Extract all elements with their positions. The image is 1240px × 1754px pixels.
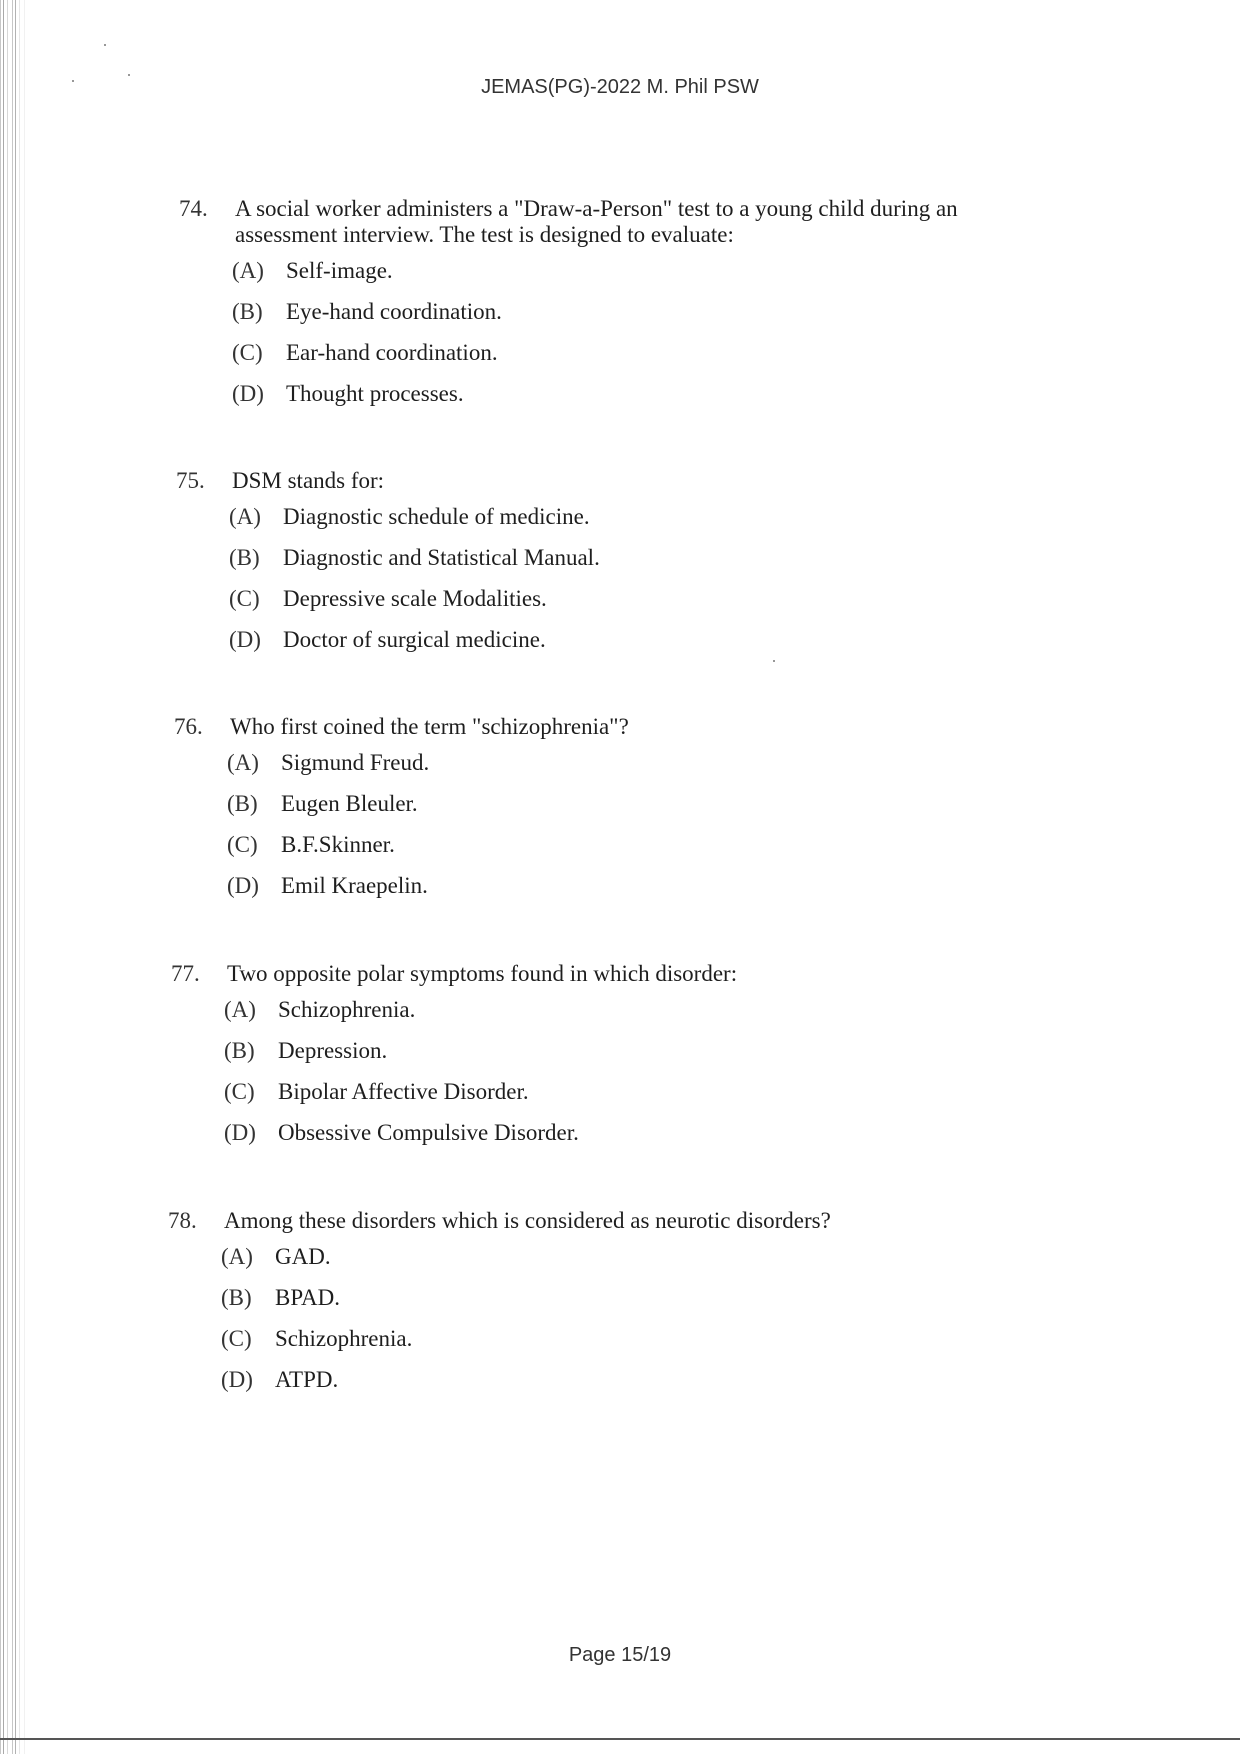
page-number: Page 15/19 — [568, 1644, 672, 1666]
question-text — [235, 196, 1079, 248]
option-label: (D) — [232, 381, 264, 406]
scan-edge-fade — [14, 0, 28, 1754]
page-bottom-rule — [0, 1738, 1240, 1740]
option-a — [227, 750, 1074, 791]
option-text: Self-image. — [286, 258, 393, 283]
option-label: (A) — [221, 1244, 253, 1269]
option-c — [229, 586, 1076, 627]
option-d — [232, 381, 1079, 422]
option-text: ATPD. — [275, 1367, 339, 1392]
options-list — [227, 750, 1074, 914]
question-75 — [176, 468, 1076, 668]
option-text: Bipolar Affective Disorder. — [278, 1079, 529, 1104]
option-label: (D) — [221, 1367, 253, 1392]
option-text: Eugen Bleuler. — [281, 791, 418, 816]
option-b — [232, 299, 1079, 340]
scan-speck — [104, 44, 106, 46]
option-d — [221, 1367, 1068, 1408]
option-text: Obsessive Compulsive Disorder. — [278, 1120, 579, 1145]
option-label: (A) — [232, 258, 264, 283]
option-label: (B) — [229, 545, 260, 570]
option-text: Ear-hand coordination. — [286, 340, 498, 365]
option-b — [221, 1285, 1068, 1326]
question-number: 75. — [176, 468, 205, 493]
option-a — [224, 997, 1071, 1038]
question-number: 74. — [179, 196, 208, 221]
question-text — [230, 714, 1074, 740]
question-78 — [168, 1208, 1068, 1408]
options-list — [221, 1244, 1068, 1408]
option-text: Schizophrenia. — [278, 997, 416, 1022]
question-text-line: Among these disorders which is considered as neurotic disorders? — [224, 1208, 831, 1233]
option-label: (C) — [229, 586, 260, 611]
option-d — [224, 1120, 1071, 1161]
question-text — [227, 961, 1071, 987]
option-label: (D) — [227, 873, 259, 898]
option-label: (B) — [224, 1038, 255, 1063]
option-text: Diagnostic schedule of medicine. — [283, 504, 590, 529]
option-label: (C) — [227, 832, 258, 857]
option-label: (B) — [232, 299, 263, 324]
option-c — [232, 340, 1079, 381]
option-text: Depression. — [278, 1038, 388, 1063]
option-c — [221, 1326, 1068, 1367]
question-number: 78. — [168, 1208, 197, 1233]
option-text: GAD. — [275, 1244, 331, 1269]
question-77 — [171, 961, 1071, 1161]
option-label: (D) — [224, 1120, 256, 1145]
option-text: Eye-hand coordination. — [286, 299, 502, 324]
question-text-line: assessment interview. The test is designed to evaluate: — [235, 222, 734, 247]
option-text: Sigmund Freud. — [281, 750, 430, 775]
option-label: (C) — [224, 1079, 255, 1104]
option-text: B.F.Skinner. — [281, 832, 395, 857]
option-c — [227, 832, 1074, 873]
option-text: BPAD. — [275, 1285, 340, 1310]
option-d — [227, 873, 1074, 914]
option-text: Schizophrenia. — [275, 1326, 413, 1351]
question-74 — [179, 196, 1079, 422]
option-b — [224, 1038, 1071, 1079]
option-b — [229, 545, 1076, 586]
option-label: (A) — [227, 750, 259, 775]
question-text — [232, 468, 1076, 494]
page-header: JEMAS(PG)-2022 M. Phil PSW — [481, 76, 759, 98]
option-text: Emil Kraepelin. — [281, 873, 428, 898]
option-label: (C) — [221, 1326, 252, 1351]
option-label: (B) — [221, 1285, 252, 1310]
options-list — [224, 997, 1071, 1161]
option-label: (A) — [229, 504, 261, 529]
question-76 — [174, 714, 1074, 914]
question-text-line: Two opposite polar symptoms found in which disorder: — [227, 961, 738, 986]
option-text: Depressive scale Modalities. — [283, 586, 547, 611]
question-text-line: Who first coined the term "schizophrenia"? — [230, 714, 629, 739]
question-number: 77. — [171, 961, 200, 986]
option-d — [229, 627, 1076, 668]
option-label: (D) — [229, 627, 261, 652]
question-text-line: DSM stands for: — [232, 468, 385, 493]
option-text: Doctor of surgical medicine. — [283, 627, 546, 652]
question-text — [224, 1208, 1068, 1234]
option-label: (B) — [227, 791, 258, 816]
option-label: (C) — [232, 340, 263, 365]
options-list — [232, 258, 1079, 422]
option-a — [221, 1244, 1068, 1285]
option-a — [229, 504, 1076, 545]
option-c — [224, 1079, 1071, 1120]
option-b — [227, 791, 1074, 832]
option-text: Diagnostic and Statistical Manual. — [283, 545, 600, 570]
option-label: (A) — [224, 997, 256, 1022]
question-number: 76. — [174, 714, 203, 739]
question-text-line: A social worker administers a "Draw-a-Person" test to a young child during an — [235, 196, 958, 221]
option-a — [232, 258, 1079, 299]
option-text: Thought processes. — [286, 381, 464, 406]
options-list — [229, 504, 1076, 668]
